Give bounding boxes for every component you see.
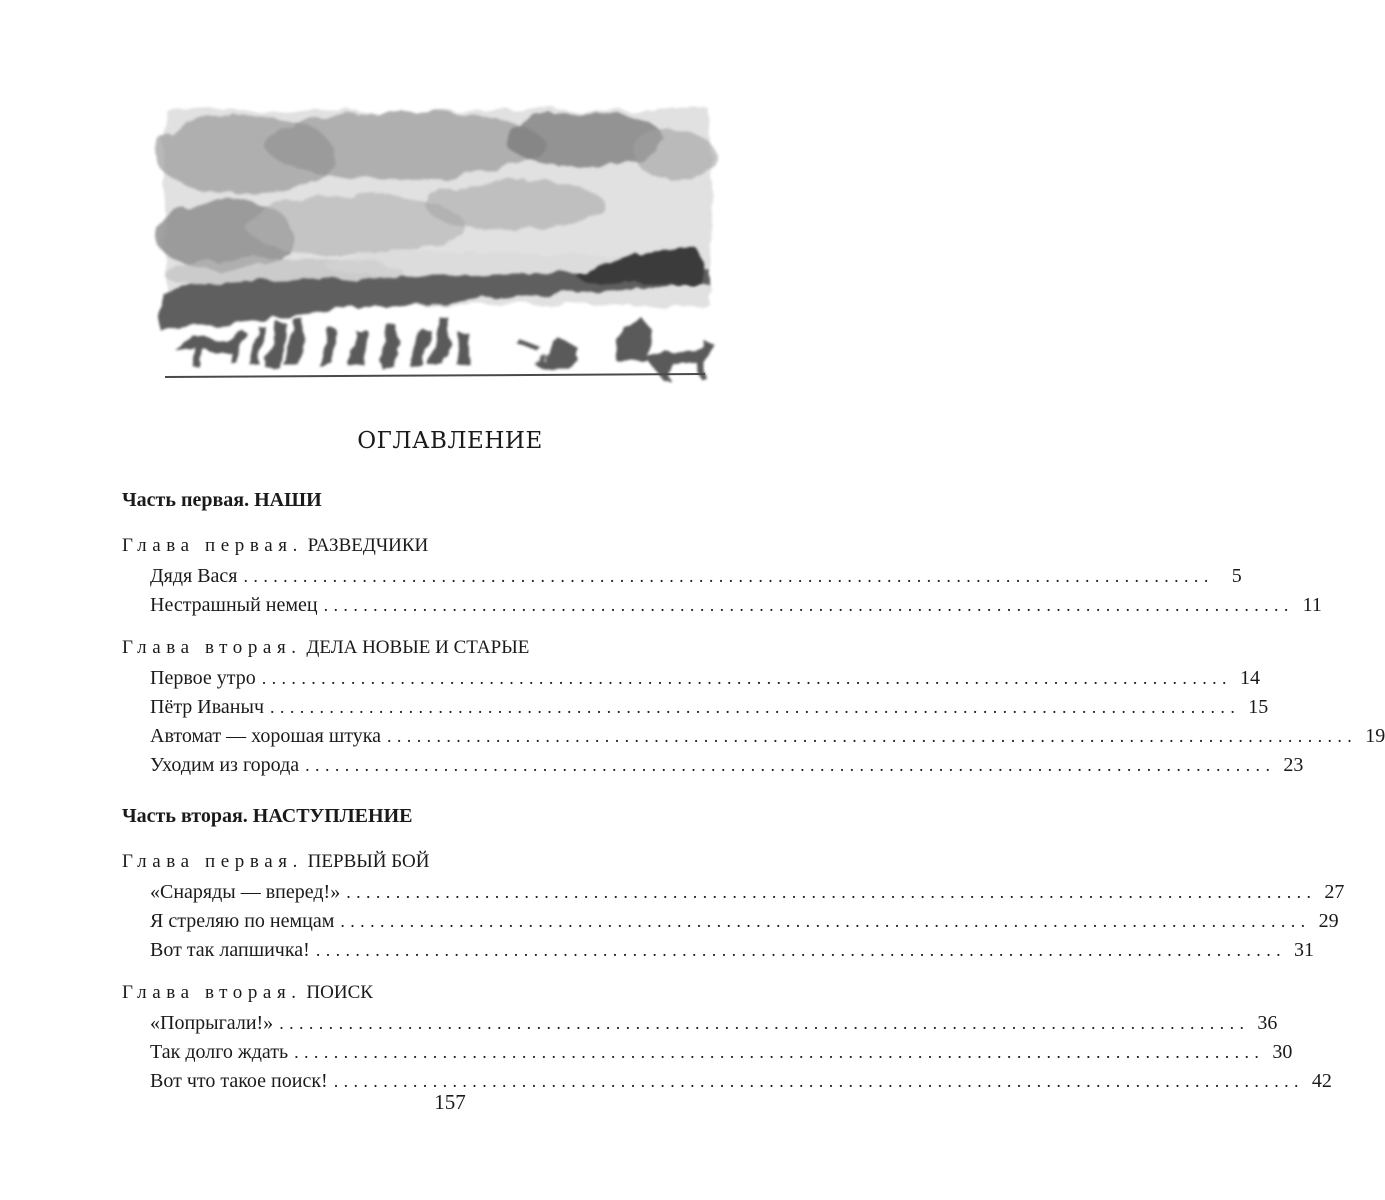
chapter-title: ПЕРВЫЙ БОЙ xyxy=(307,851,430,872)
chapter-prefix: Глава первая. xyxy=(122,535,303,556)
dot-leader: .................................................................................................. xyxy=(261,668,1232,688)
entry-page: 42 xyxy=(1311,1070,1332,1092)
marching-figures xyxy=(175,317,713,381)
chapter-entries xyxy=(122,664,1385,780)
part-title: Часть вторая. НАСТУПЛЕНИЕ xyxy=(122,805,413,827)
entry-page: 29 xyxy=(1318,910,1339,932)
entry-title: Я стреляю по немцам xyxy=(150,910,335,932)
chapter-prefix: Глава вторая. xyxy=(122,637,302,658)
chapter-heading xyxy=(122,848,760,876)
toc-entry[interactable] xyxy=(150,751,1304,780)
chapter-entries xyxy=(122,1009,1332,1096)
entry-page: 27 xyxy=(1324,881,1345,903)
toc-entry[interactable] xyxy=(150,693,1269,722)
toc-heading: ОГЛАВЛЕНИЕ xyxy=(357,428,543,454)
entry-page: 36 xyxy=(1257,1012,1278,1034)
table-of-contents xyxy=(122,486,1385,1110)
winter-landscape-illustration-icon xyxy=(155,95,715,395)
entry-title: Автомат — хорошая штука xyxy=(150,725,381,747)
dot-leader: .................................................................................................. xyxy=(279,1013,1250,1033)
toc-entry[interactable] xyxy=(150,907,1339,936)
page-number: 157 xyxy=(434,1090,466,1114)
entry-page: 19 xyxy=(1365,725,1385,747)
entry-page: 14 xyxy=(1239,667,1260,689)
dot-leader: .................................................................................................. xyxy=(294,1042,1265,1062)
chapter-prefix: Глава первая. xyxy=(122,851,303,872)
chapter-entries xyxy=(122,562,1322,620)
part-title: Часть первая. НАШИ xyxy=(122,489,322,511)
dot-leader: .................................................................................................. xyxy=(323,595,1294,615)
entry-page: 30 xyxy=(1272,1041,1293,1063)
entry-page: 23 xyxy=(1283,754,1304,776)
toc-entry[interactable] xyxy=(150,722,1385,751)
dot-leader: .................................................................................................. xyxy=(305,755,1276,775)
entry-title: Вот что такое поиск! xyxy=(150,1070,328,1092)
dot-leader: .................................................................................................. xyxy=(346,882,1317,902)
entry-title: Дядя Вася xyxy=(150,565,238,587)
toc-entry[interactable] xyxy=(150,591,1322,620)
toc-entry[interactable] xyxy=(150,1038,1293,1067)
entry-page: 5 xyxy=(1231,565,1242,587)
entry-title: Нестрашный немец xyxy=(150,594,318,616)
chapter-title: РАЗВЕДЧИКИ xyxy=(307,535,429,556)
entry-title: Так долго ждать xyxy=(150,1041,289,1063)
toc-entry[interactable] xyxy=(150,936,1315,965)
chapter-title: ПОИСК xyxy=(306,982,373,1003)
entry-page: 11 xyxy=(1302,594,1322,616)
entry-title: Первое утро xyxy=(150,667,256,689)
entry-page: 31 xyxy=(1294,939,1315,961)
dot-leader: .................................................................................................. xyxy=(333,1071,1304,1091)
chapter-heading xyxy=(122,532,760,560)
ground-line xyxy=(165,374,705,377)
dot-leader: .................................................................................................. xyxy=(243,566,1214,586)
entry-title: «Снаряды — вперед!» xyxy=(150,881,341,903)
chapter-entries xyxy=(122,878,1345,965)
toc-entry[interactable] xyxy=(150,562,1242,591)
dot-leader: .................................................................................................. xyxy=(270,697,1241,717)
entry-title: Вот так лапшичка! xyxy=(150,939,310,961)
toc-entry[interactable] xyxy=(150,1009,1278,1038)
chapter-heading xyxy=(122,979,760,1007)
dot-leader: .................................................................................................. xyxy=(315,940,1287,960)
entry-title: Уходим из города xyxy=(150,754,300,776)
entry-title: «Попрыгали!» xyxy=(150,1012,274,1034)
chapter-title: ДЕЛА НОВЫЕ И СТАРЫЕ xyxy=(306,637,530,658)
toc-entry[interactable] xyxy=(150,664,1260,693)
toc-entry[interactable] xyxy=(150,878,1345,907)
entry-title: Пётр Иваныч xyxy=(150,696,265,718)
entry-page: 15 xyxy=(1248,696,1269,718)
dot-leader: .................................................................................................. xyxy=(340,911,1311,931)
dot-leader: .................................................................................................. xyxy=(387,726,1358,746)
chapter-heading xyxy=(122,634,760,662)
chapter-prefix: Глава вторая. xyxy=(122,982,302,1003)
